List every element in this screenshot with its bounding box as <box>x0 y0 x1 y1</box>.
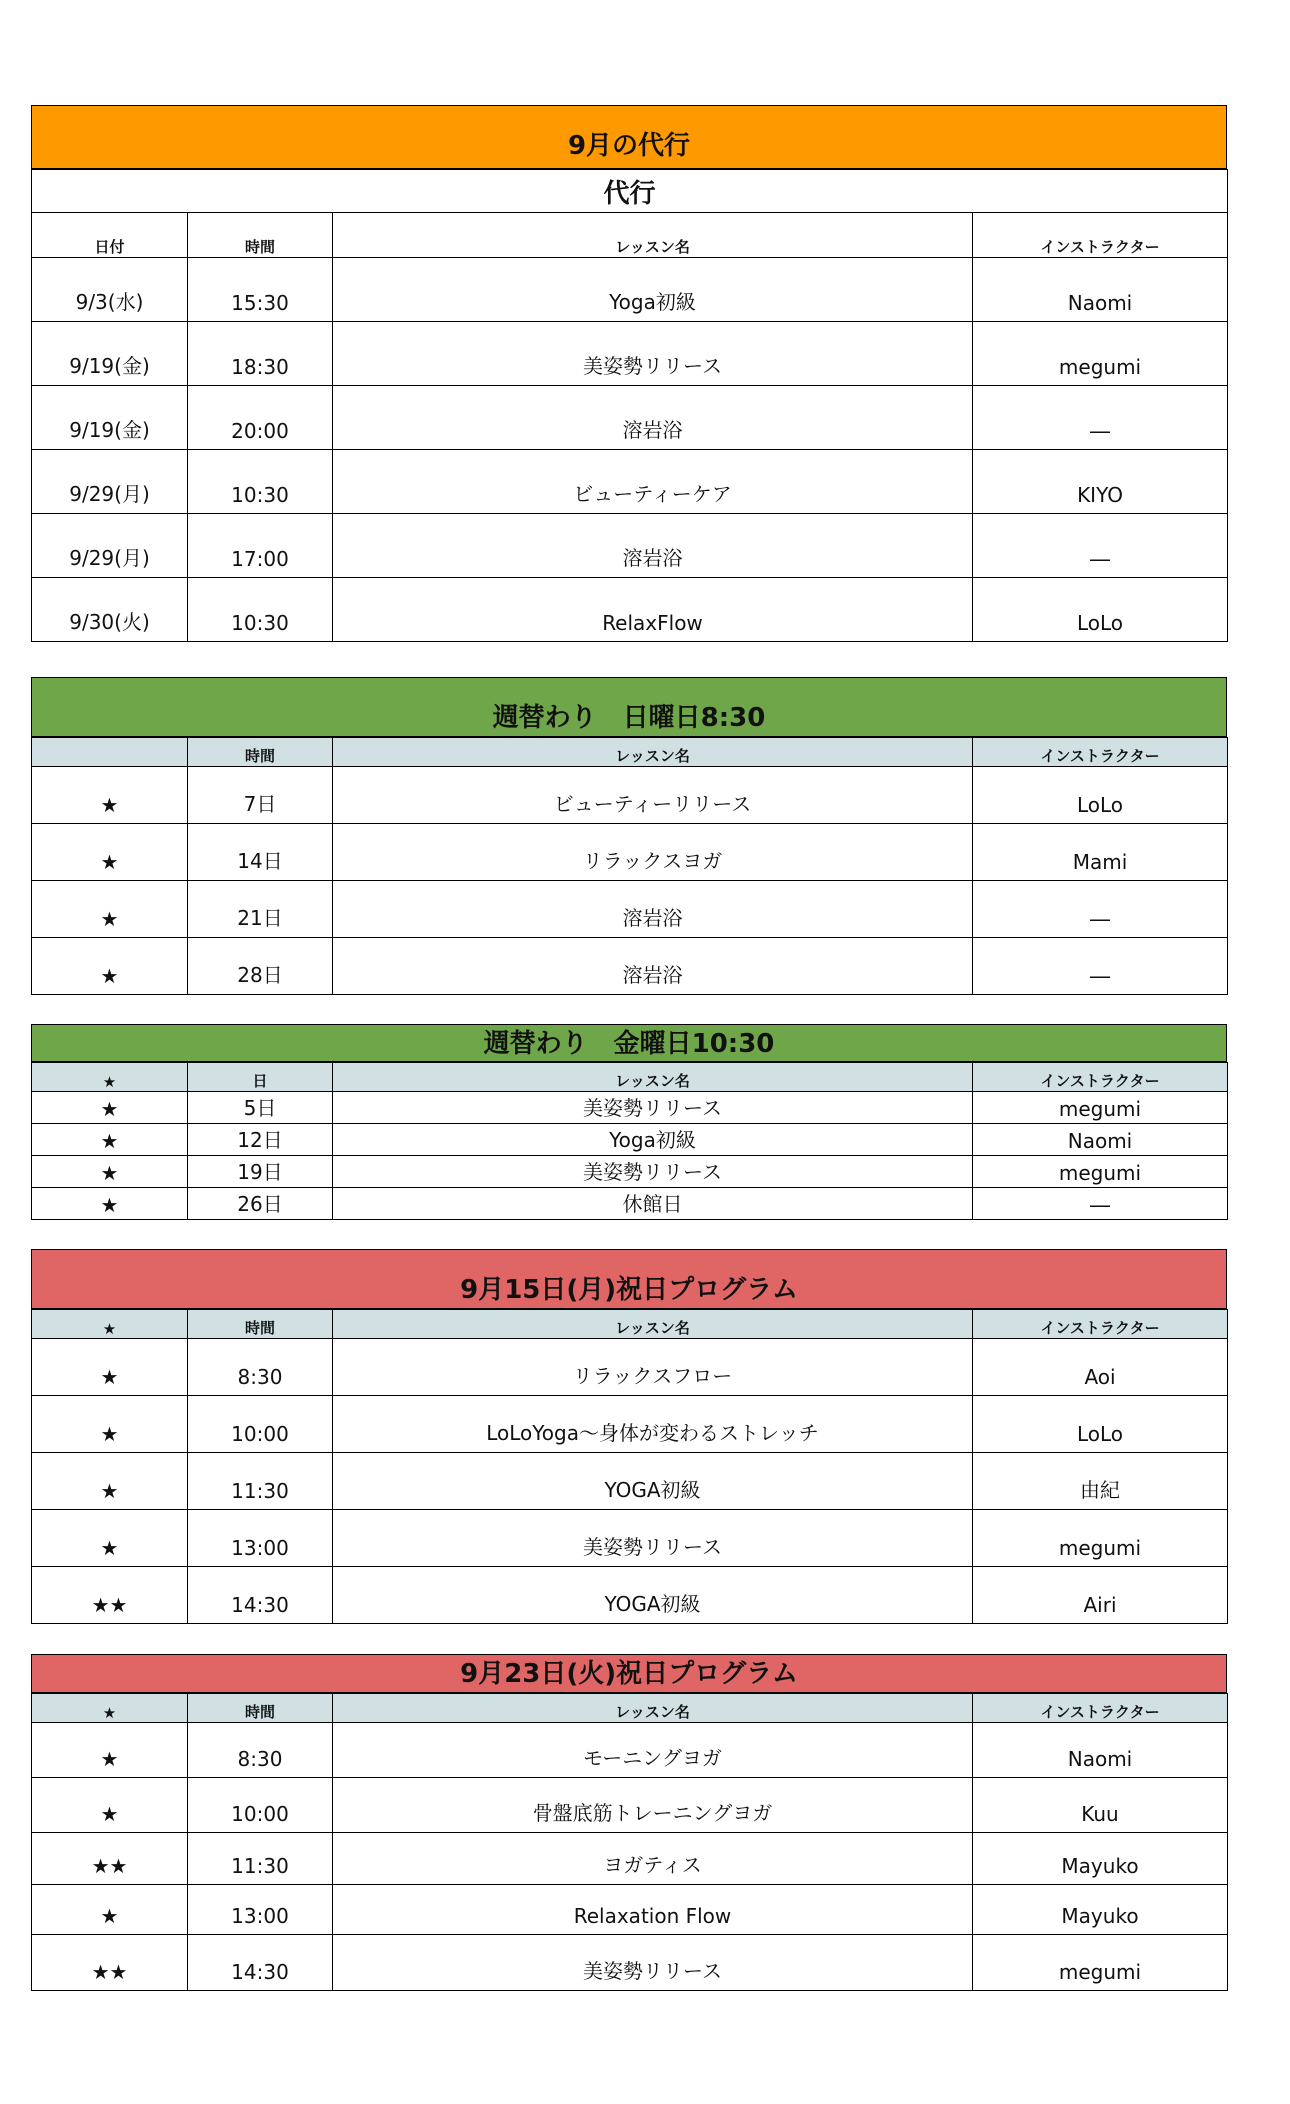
header-cell: レッスン名 <box>333 1063 973 1092</box>
instructor-cell: ― <box>973 881 1228 938</box>
header-cell: インストラクター <box>973 1694 1228 1723</box>
lesson-cell: Relaxation Flow <box>333 1885 973 1935</box>
table-row <box>32 1339 1228 1396</box>
time-cell: 20:00 <box>188 386 333 450</box>
lesson-cell: ヨガティス <box>333 1833 973 1885</box>
lesson-cell: 美姿勢リリース <box>333 1156 973 1188</box>
time-cell: 8:30 <box>188 1723 333 1778</box>
date-cell: ★ <box>32 1156 188 1188</box>
time-cell: 26日 <box>188 1188 333 1220</box>
instructor-cell: ― <box>973 1188 1228 1220</box>
lesson-cell: LoLoYoga～身体が変わるストレッチ <box>333 1396 973 1453</box>
instructor-cell: Kuu <box>973 1778 1228 1833</box>
substitution-table <box>31 169 1228 642</box>
date-cell: ★ <box>32 1092 188 1124</box>
table-row <box>32 578 1228 642</box>
instructor-cell: Aoi <box>973 1339 1228 1396</box>
lesson-cell: 美姿勢リリース <box>333 322 973 386</box>
time-cell: 11:30 <box>188 1833 333 1885</box>
time-cell: 14日 <box>188 824 333 881</box>
lesson-cell: 休館日 <box>333 1188 973 1220</box>
date-cell: ★ <box>32 767 188 824</box>
instructor-cell: Mami <box>973 824 1228 881</box>
lesson-cell: リラックスフロー <box>333 1339 973 1396</box>
table-row <box>32 1833 1228 1885</box>
header-cell: インストラクター <box>973 1063 1228 1092</box>
table-row <box>32 1156 1228 1188</box>
table-row <box>32 1092 1228 1124</box>
time-cell: 12日 <box>188 1124 333 1156</box>
header-cell: 時間 <box>188 213 333 258</box>
header-cell: レッスン名 <box>333 1694 973 1723</box>
section-title-banner: 9月の代行 <box>31 105 1227 169</box>
date-cell: ★★ <box>32 1935 188 1991</box>
header-cell: 日 <box>188 1063 333 1092</box>
instructor-cell: LoLo <box>973 578 1228 642</box>
instructor-cell: megumi <box>973 1935 1228 1991</box>
table-row <box>32 1510 1228 1567</box>
time-cell: 8:30 <box>188 1339 333 1396</box>
friday-section <box>31 1024 1227 1220</box>
date-cell: ★ <box>32 938 188 995</box>
time-cell: 13:00 <box>188 1510 333 1567</box>
time-cell: 21日 <box>188 881 333 938</box>
holiday-0923-section <box>31 1654 1227 1991</box>
date-cell: ★ <box>32 1510 188 1567</box>
time-cell: 14:30 <box>188 1935 333 1991</box>
date-cell: 9/19(金) <box>32 386 188 450</box>
lesson-cell: 溶岩浴 <box>333 938 973 995</box>
header-cell: レッスン名 <box>333 1310 973 1339</box>
date-cell: ★ <box>32 1396 188 1453</box>
lesson-cell: ビューティーリリース <box>333 767 973 824</box>
date-cell: ★ <box>32 1124 188 1156</box>
table-row <box>32 767 1228 824</box>
header-cell: ★ <box>32 1063 188 1092</box>
table-row <box>32 881 1228 938</box>
lesson-cell: 美姿勢リリース <box>333 1935 973 1991</box>
date-cell: ★ <box>32 1453 188 1510</box>
table-row <box>32 386 1228 450</box>
instructor-cell: Naomi <box>973 1124 1228 1156</box>
time-cell: 11:30 <box>188 1453 333 1510</box>
instructor-cell: 由紀 <box>973 1453 1228 1510</box>
header-cell: レッスン名 <box>333 738 973 767</box>
lesson-cell: 美姿勢リリース <box>333 1510 973 1567</box>
sunday-section <box>31 677 1227 995</box>
lesson-cell: 骨盤底筋トレーニングヨガ <box>333 1778 973 1833</box>
date-cell: ★ <box>32 881 188 938</box>
time-cell: 14:30 <box>188 1567 333 1624</box>
table-row <box>32 1396 1228 1453</box>
instructor-cell: KIYO <box>973 450 1228 514</box>
table-row <box>32 1567 1228 1624</box>
instructor-cell: Naomi <box>973 258 1228 322</box>
header-cell: インストラクター <box>973 213 1228 258</box>
friday-table <box>31 1062 1228 1220</box>
header-cell: ★ <box>32 1694 188 1723</box>
time-cell: 15:30 <box>188 258 333 322</box>
date-cell: ★★ <box>32 1833 188 1885</box>
header-cell: レッスン名 <box>333 213 973 258</box>
table-row <box>32 514 1228 578</box>
lesson-cell: Yoga初級 <box>333 1124 973 1156</box>
header-cell: 日付 <box>32 213 188 258</box>
instructor-cell: ― <box>973 514 1228 578</box>
table-row <box>32 1885 1228 1935</box>
substitution-section <box>31 105 1227 642</box>
time-cell: 19日 <box>188 1156 333 1188</box>
date-cell: 9/29(月) <box>32 450 188 514</box>
date-cell: ★ <box>32 1339 188 1396</box>
time-cell: 10:00 <box>188 1396 333 1453</box>
header-cell: 時間 <box>188 1310 333 1339</box>
holiday-0915-table <box>31 1309 1228 1624</box>
header-cell: 時間 <box>188 738 333 767</box>
lesson-cell: 美姿勢リリース <box>333 1092 973 1124</box>
table-row <box>32 1778 1228 1833</box>
instructor-cell: megumi <box>973 1156 1228 1188</box>
lesson-cell: 溶岩浴 <box>333 881 973 938</box>
table-row <box>32 450 1228 514</box>
time-cell: 18:30 <box>188 322 333 386</box>
header-cell: ★ <box>32 1310 188 1339</box>
holiday-0923-table <box>31 1693 1228 1991</box>
lesson-cell: RelaxFlow <box>333 578 973 642</box>
header-row <box>32 1063 1228 1092</box>
table-row <box>32 322 1228 386</box>
lesson-cell: 溶岩浴 <box>333 514 973 578</box>
instructor-cell: megumi <box>973 1092 1228 1124</box>
table-row <box>32 824 1228 881</box>
lesson-cell: ビューティーケア <box>333 450 973 514</box>
date-cell: ★ <box>32 1188 188 1220</box>
table-row <box>32 1453 1228 1510</box>
time-cell: 7日 <box>188 767 333 824</box>
date-cell: ★ <box>32 1723 188 1778</box>
table-row <box>32 938 1228 995</box>
sunday-table <box>31 737 1228 995</box>
lesson-cell: リラックスヨガ <box>333 824 973 881</box>
date-cell: 9/3(水) <box>32 258 188 322</box>
header-cell <box>32 738 188 767</box>
table-row <box>32 1124 1228 1156</box>
date-cell: ★★ <box>32 1567 188 1624</box>
instructor-cell: LoLo <box>973 767 1228 824</box>
time-cell: 28日 <box>188 938 333 995</box>
date-cell: ★ <box>32 1885 188 1935</box>
lesson-cell: YOGA初級 <box>333 1567 973 1624</box>
lesson-cell: モーニングヨガ <box>333 1723 973 1778</box>
time-cell: 5日 <box>188 1092 333 1124</box>
table-row <box>32 258 1228 322</box>
section-title-banner: 週替わり 日曜日8:30 <box>31 677 1227 737</box>
instructor-cell: Mayuko <box>973 1885 1228 1935</box>
date-cell: 9/29(月) <box>32 514 188 578</box>
header-cell: インストラクター <box>973 738 1228 767</box>
date-cell: ★ <box>32 824 188 881</box>
header-row <box>32 738 1228 767</box>
section-title-banner: 9月15日(月)祝日プログラム <box>31 1249 1227 1309</box>
time-cell: 10:30 <box>188 450 333 514</box>
subtitle: 代行 <box>32 170 1228 213</box>
header-row <box>32 1310 1228 1339</box>
header-cell: インストラクター <box>973 1310 1228 1339</box>
header-row <box>32 1694 1228 1723</box>
time-cell: 13:00 <box>188 1885 333 1935</box>
instructor-cell: Naomi <box>973 1723 1228 1778</box>
instructor-cell: Mayuko <box>973 1833 1228 1885</box>
instructor-cell: ― <box>973 386 1228 450</box>
header-cell: 時間 <box>188 1694 333 1723</box>
time-cell: 10:00 <box>188 1778 333 1833</box>
instructor-cell: ― <box>973 938 1228 995</box>
table-row <box>32 1935 1228 1991</box>
date-cell: 9/30(火) <box>32 578 188 642</box>
section-title-banner: 9月23日(火)祝日プログラム <box>31 1654 1227 1693</box>
holiday-0915-section <box>31 1249 1227 1624</box>
lesson-cell: Yoga初級 <box>333 258 973 322</box>
instructor-cell: LoLo <box>973 1396 1228 1453</box>
time-cell: 17:00 <box>188 514 333 578</box>
lesson-cell: YOGA初級 <box>333 1453 973 1510</box>
header-row <box>32 213 1228 258</box>
section-title-banner: 週替わり 金曜日10:30 <box>31 1024 1227 1062</box>
date-cell: ★ <box>32 1778 188 1833</box>
instructor-cell: megumi <box>973 1510 1228 1567</box>
table-row <box>32 1723 1228 1778</box>
time-cell: 10:30 <box>188 578 333 642</box>
instructor-cell: megumi <box>973 322 1228 386</box>
table-row <box>32 1188 1228 1220</box>
lesson-cell: 溶岩浴 <box>333 386 973 450</box>
instructor-cell: Airi <box>973 1567 1228 1624</box>
date-cell: 9/19(金) <box>32 322 188 386</box>
